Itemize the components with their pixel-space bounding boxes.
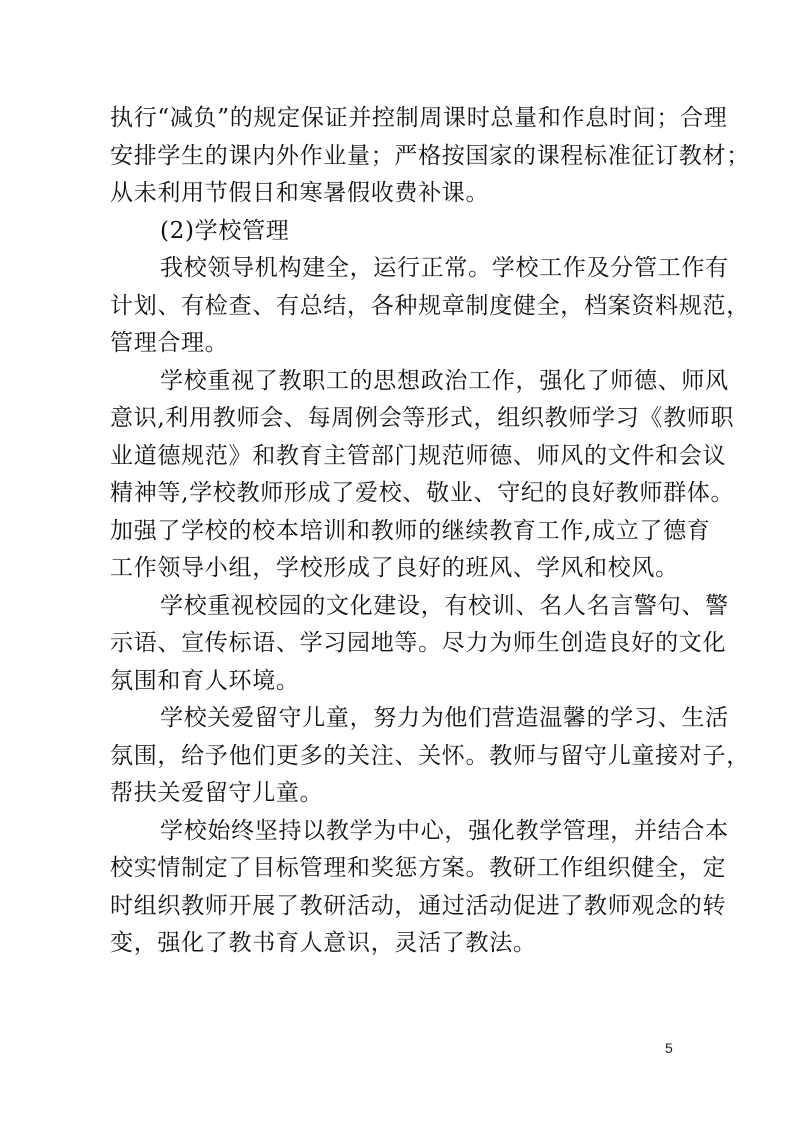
text-line: 加强了学校的校本培训和教师的继续教育工作,成立了德育 <box>110 517 711 544</box>
text-line: 示语、宣传标语、学习园地等。尽力为师生创造良好的文化 <box>110 630 727 656</box>
paragraph-first-line: 学校重视了教职工的思想政治工作，强化了师德、师风 <box>160 367 729 394</box>
paragraph-first-line: 我校领导机构建全，运行正常。学校工作及分管工作有 <box>160 255 729 281</box>
text-line: 管理合理。 <box>110 330 229 356</box>
text-line: 工作领导小组，学校形成了良好的班风、学风和校风。 <box>110 555 679 581</box>
document-body <box>110 100 750 963</box>
text-line: 安排学生的课内外作业量；严格按国家的课程标准征订教材； <box>110 142 750 169</box>
text-line: 氛围，给予他们更多的关注、关怀。教师与留守儿童接对子， <box>110 742 750 769</box>
text-line: 精神等,学校教师形成了爱校、敬业、守纪的良好教师群体。 <box>110 480 735 506</box>
section-heading: (2)学校管理 <box>160 217 290 244</box>
text-line: 从未利用节假日和寒暑假收费补课。 <box>110 180 490 206</box>
text-line: 时组织教师开展了教研活动，通过活动促进了教师观念的转 <box>110 892 727 919</box>
text-line: 校实情制定了目标管理和奖惩方案。教研工作组织健全，定 <box>110 855 727 881</box>
page-number: 5 <box>665 1040 673 1056</box>
paragraph-first-line: 学校重视校园的文化建设，有校训、名人名言警句、警 <box>160 592 729 619</box>
text-line: 变，强化了教书育人意识，灵活了教法。 <box>110 930 537 956</box>
text-line: 计划、有检查、有总结，各种规章制度健全，档案资料规范， <box>110 292 750 319</box>
text-line: 业道德规范》和教育主管部门规范师德、师风的文件和会议 <box>110 442 727 469</box>
text-line: 执行“减负”的规定保证并控制周课时总量和作息时间；合理 <box>110 105 728 131</box>
text-line: 意识,利用教师会、每周例会等形式，组织教师学习《教师职 <box>110 405 735 431</box>
paragraph-first-line: 学校关爱留守儿童，努力为他们营造温馨的学习、生活 <box>160 705 729 731</box>
text-line: 帮扶关爱留守儿童。 <box>110 780 324 806</box>
text-line: 氛围和育人环境。 <box>110 667 300 694</box>
paragraph-first-line: 学校始终坚持以教学为中心，强化教学管理，并结合本 <box>160 817 729 844</box>
